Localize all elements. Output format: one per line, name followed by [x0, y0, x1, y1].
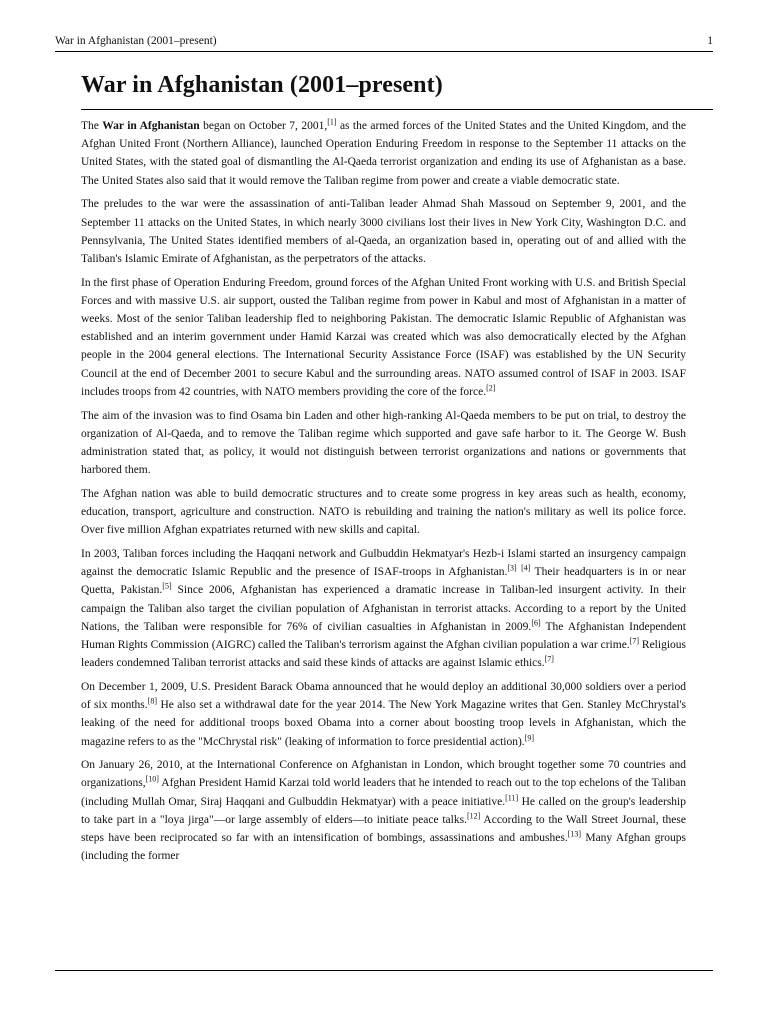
footer-divider — [55, 970, 713, 971]
paragraph-text: He called on the group's leadership to take part in a "loya jirga"—or large assembly of elders—to initiate peace talks. — [81, 795, 686, 826]
running-header — [55, 35, 713, 47]
paragraph-1 — [81, 117, 686, 190]
paragraph-6 — [81, 545, 686, 672]
paragraph-text: Religious leaders condemned Taliban terrorist attacks and said these kinds of attacks are against Islamic ethics. — [81, 638, 686, 670]
paragraph-text: as the armed forces of the United States and the United Kingdom, and the Afghan United Front (Northern Alliance), launched Operation Enduring Freedom in response to the September 11 attacks on the United States, with the stated goal of dismantling the Al-Qaeda terrorist organization and ending its use of Afghanistan as a base. The United States also said that it would remove the Taliban regime from power and create a viable democratic state. — [81, 120, 687, 187]
citation-link[interactable]: [7] — [544, 654, 554, 664]
page-number: 1 — [707, 35, 713, 47]
citation-link[interactable]: [12] — [466, 811, 481, 821]
paragraph-text: In 2003, Taliban forces including the Haqqani network and Gulbuddin Hekmatyar's Hezb-i Islami started an insurgency campaign against the democratic Islamic Republic and the presence of ISAF-troops in Afghanistan. — [81, 547, 686, 579]
article-body — [81, 117, 686, 871]
citation-link[interactable]: [10] — [145, 774, 159, 784]
citation-link[interactable]: [7] — [629, 636, 640, 646]
article-title: War in Afghanistan (2001–present) — [81, 72, 443, 98]
paragraph-text: The Afghanistan Independent Human Rights Commission (AIGRC) called the Taliban's terrorism against the Afghan civilian population a war crime. — [81, 620, 686, 651]
citation-link[interactable]: [6] — [531, 618, 541, 628]
paragraph-text: The — [81, 120, 103, 132]
paragraph-4 — [81, 407, 686, 480]
citation-link[interactable]: [1] — [327, 117, 337, 127]
paragraph-text: On January 26, 2010, at the International Conference on Afghanistan in London, which brought together some 70 countries and organizations, — [81, 759, 686, 790]
paragraph-text: According to the Wall Street Journal, these steps have been reciprocated so far with an intensification of bombings, assassinations and ambushes. — [81, 813, 686, 845]
paragraph-text: On December 1, 2009, U.S. President Barack Obama announced that he would deploy an additional 30,000 soldiers over a period of six months. — [81, 680, 686, 712]
citation-link[interactable]: [13] — [567, 829, 582, 839]
citation-link[interactable]: [3] — [507, 563, 517, 573]
paragraph-text: He also set a withdrawal date for the year 2014. The New York Magazine writes that Gen. Stanley McChrystal's leaking of the need for additional troops boxed Obama into a corner about boosting troop levels in Afghanistan, which the magazine refers to as the "McChrystal risk" (leaking of information to force presidential action). — [81, 699, 686, 748]
citation-link[interactable]: [4] — [521, 563, 531, 573]
paragraph-7 — [81, 678, 686, 751]
paragraph-text: Their headquarters is in or near Quetta, Pakistan. — [81, 566, 686, 597]
citation-link[interactable]: [8] — [147, 696, 157, 706]
title-divider — [81, 109, 713, 110]
citation-link[interactable]: [9] — [524, 733, 535, 742]
paragraph-text: The aim of the invasion was to find Osama bin Laden and other high-ranking Al-Qaeda members to be put on trial, to destroy the organization of Al-Qaeda, and to remove the Taliban regime which supported and gave safe harbor to it. The George W. Bush administration stated that, as policy, it would not distinguish between terrorist organizations and nations or governments that harbored them. — [81, 409, 686, 477]
paragraph-text: The Afghan nation was able to build democratic structures and to create some progress in key areas such as health, economy, education, transport, agriculture and construction. NATO is rebuilding and training the nation's military as well its police force. Over five million Afghan expatriates returned with new skills and capital. — [81, 487, 686, 537]
running-title: War in Afghanistan (2001–present) — [55, 35, 217, 47]
paragraph-2 — [81, 195, 686, 268]
bold-term: War in Afghanistan — [102, 120, 200, 132]
paragraph-text: Afghan President Hamid Karzai told world leaders that he intended to reach out to the top echelons of the Taliban (including Mullah Omar, Siraj Haqqani and Gulbuddin Hekmatyar) with a peace initiative. — [81, 777, 686, 808]
header-divider — [55, 51, 713, 52]
paragraph-text: began on October 7, 2001, — [199, 120, 328, 132]
paragraph-text: In the first phase of Operation Enduring Freedom, ground forces of the Afghan United Front working with U.S. and British Special Forces and with massive U.S. air support, ousted the Taliban regime from power in Kabul and most of Afghanistan in a matter of weeks. Most of the senior Taliban leadership fled to neighboring Pakistan. The democratic Islamic Republic of Afghanistan was established and an interim government under Hamid Karzai was created which was also democratically elected by the Afghan people in the 2004 general elections. The International Security Assistance Force (ISAF) was established by the UN Security Council at the end of December 2001 to secure Kabul and the surrounding areas. NATO assumed control of ISAF in 2003. ISAF includes troops from 42 countries, with NATO members providing the core of the force. — [81, 276, 686, 398]
paragraph-text: Many Afghan groups (including the former — [81, 832, 686, 863]
paragraph-5 — [81, 485, 686, 540]
citation-link[interactable]: [2] — [486, 383, 496, 393]
paragraph-text: The preludes to the war were the assassination of anti-Taliban leader Ahmad Shah Massoud on September 9, 2001, and the September 11 attacks on the United States, in which nearly 3000 civilians lost their lives in New York City, Washington D.C. and Pennsylvania, The United States identified members of al-Qaeda, an organization based in, operating out of and allied with the Taliban's Islamic Emirate of Afghanistan, as the perpetrators of the attacks. — [81, 198, 686, 265]
citation-link[interactable]: [5] — [162, 581, 172, 591]
paragraph-3 — [81, 274, 686, 401]
citation-link[interactable]: [11] — [505, 793, 519, 803]
paragraph-8 — [81, 756, 686, 865]
paragraph-text: Since 2006, Afghanistan has experienced a dramatic increase in Taliban-led insurgent activity. In their campaign the Taliban also target the civilian population of Afghanistan in terrorist attacks. According to a report by the United Nations, the Taliban were responsible for 76% of civilian casualties in Afghanistan in 2009. — [81, 584, 687, 633]
